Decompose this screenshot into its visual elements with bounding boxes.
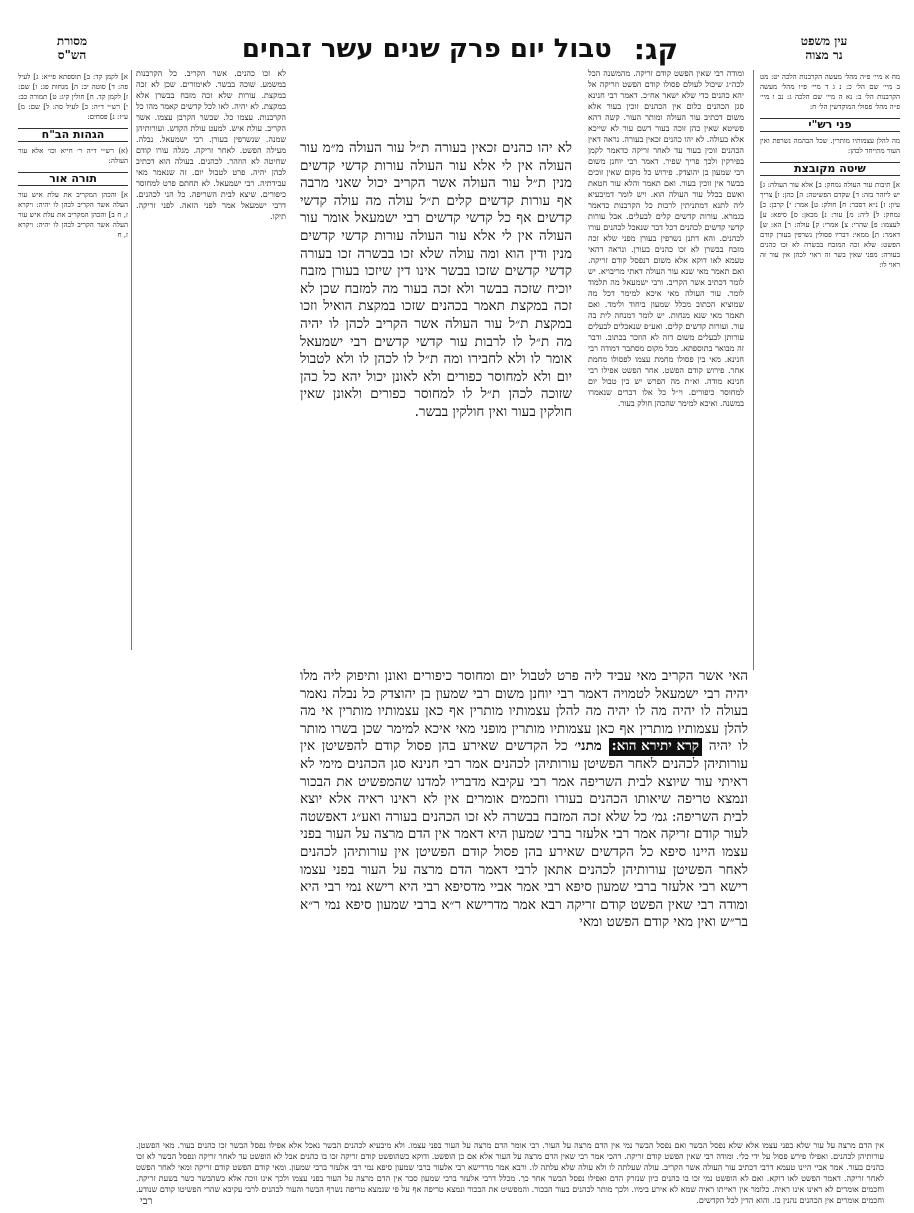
bottom-commentary-text: אין הדם מרצה על עור שלא בפני עצמו אלא שלא נפסל הבשר ואם נפסל הבשר נמי אין הדם מרצה על העור. רבי אומר הדם מרצה על העור בפני עצמו. ולא מיבעיא לכהנים הבשר נאכל אלא אפילו נפסל הבשר זכו כהנים בעור. מאי הפשטן. עורותיהן לכהנים. ואפילו פירש פסול על ידי כלי. ומודה רבי שאין הפשט קודם זריקה. דהכי אמר רבי שאין הדם מרצה על העור אלא אם כן הופשט. ודוקא כשהופשט קודם זריקה זכו בו כהנים אבל לא הופשט עד לאחר זריקה ונפסל הבשר לא זכו כהנים בעור. אמר אביי היינו טעמא דרבי דכתיב עור העולה אשר הקריב. עולה שעלתה לו ולא עולה שלא עלתה לו. ורבא אמר מדרישא רבי אלעזר ברבי שמעון סיפא נמי רבי אלעזר ברבי שמעון. ומאי קודם הפשט קודם זריקה ומאי לאחר הפשט לאחר זריקה. דאמר הפשט לאו דוקא. ואם לא הופשט נמי זכו בו כהנים כיון שנזרק הדם ואפילו נפסל הבשר אחר כך. מכלל דרבי אלעזר ברבי שמעון סבר אין הדם מרצה על העור בפני עצמו ולכך אינו זוכה אלא כשהבשר כשר בשעת זריקה. וחכמים אומרים לא ראינו אינו ראיה. כלומר אין ראייתו ראיה שמא לא אירע בימיו. ולכך מותר לכהנים בעור הבכור. והמפשיט את הבכור ונמצא טריפה אף על פי שנמצא טריפה נשרף הבשר והעור לכהנים לרבי עקיבא שהרי הפשיטו קודם שנודע. וחכמים אומרים אין הכהנים נהנין בו. והוא הדין לכל הקדשים. (136, 1141, 885, 1205)
daf-number: קג: (633, 32, 679, 66)
ein-mishpat-header: עין משפט נר מצוה (800, 34, 848, 62)
mishna-label: מתני׳ (574, 738, 602, 755)
pnei-rashi-title: פני רש"י (760, 118, 900, 132)
torah-or-text: א] והכהן המקריב את עלת איש עור העלה אשר הקריב לכהן לו יהיה: ויקרא ז, ח ב] והכהן המקריב את עלת איש עור העלה אשר הקריב לכהן לו יהיה: ויקרא ז, ח (18, 191, 128, 239)
tosafot-commentary: ומודה רבי שאין הפשט קודם זריקה. מהמשנה הכל לכה״ג שיכול לעולם פסולו קודם הפשט וזריקה אל יהא כהנים כדי שלא ישאר אח״כ. דאמר רבי חנינא סגן הכהנים כלום אין הכהנים זוכין בעור אלא משום דכתיב עור העולה ומותר העור. קשה דהא פשיטא שאין כהן זוכה בעור דשם עור לא שייכא אלא בעולה. לא יהו כהנים זכאין בעורה. נראה דאין הכהנים זוכין בעור עד לאחר זריקה כדאמר לקמן בפירקין ולכך פריך שפיר. דאמר רבי יוחנן משום רבי שמעון בן יהוצדק. פירוש כל מקום שאין זוכים בבשר אין זוכין בעור. ואם תאמר והלא עור חטאת ואשם בכלל עור העולה הוא. ויש לומר דמיבעיא ליה לתנא דמתניתין לרבות כל הקרבנות כדאמר בגמרא. עורות קדשים קלים לבעלים. אבל עורות קדשי קדשים לכהנים דכל דבר שנאכל לכהנים עורו לכהנים. והא דתנן נשרפין בעורן מפני שלא זכה מזבח בבשרן לא זכו כהנים בעורן. ונראה דהאי טעמא לאו דוקא אלא משום דנפסל קודם זריקה. ואם תאמר מאי שנא עור העולה דאתי מריבויא. יש לומר דכתיב אשר הקריב. ורבי ישמעאל מה תלמוד לומר. עור העולה מאי איכא למימר דכל מה שמוציא הכתוב מכלל שמעון ביחוד ולימד. ואם תאמר מאי שנא מנחות. יש לומר דמנחה לית בה עור. ועורות קדשים קלים. ואע״פ שנאכלים לבעלים עורותן לבעלים משום דזה לא הוזכר בכתוב. ודבר זה מבואר בתוספתא. מכל מקום מסתבר דמודה רבי חנינא. מאי בין פסולו מחמת עצמו לפסולו מחמת אחר. פירוש קודם הפשט. אחר הפשט אפילו רבי חנינא מודה. וא״ת מה הפרש יש בין טבול יום למחוסר כיפורים. וי״ל כל אלו דברים שנאמרו במשנה. ואיכא למימר שהכהן חולק בעור. (588, 69, 744, 408)
catchword: רבי (140, 1196, 153, 1207)
masoret-text: א] לקמן קד: ב] תוספתא פי״א: ג] לעיל פה: ד] סוטה יב: ה] מנחות פג: ו] שם: ז] לקמן קד. ח] חולין קיג: ט] תמורה כב: י] רש״י ד״ה: כ] לעיל סה: ל] שם: מ] ע״ז: נ] פסחים: (18, 73, 128, 121)
shita-mekubetzet-title: שיטה מקובצת (760, 162, 900, 176)
shita-mekubetzet-text: א] תיבות עור העולה נמחק: ב] אלא עור העולה: ג] יש ליזהר בזה: ד] שקדם הפשיטה: ה] כהן: ו] צריך עיון: ז] נ״א דסבר: ח] חולק: ט] אמר: י] קרבן: כ] נמחק: ל] ליה: מ] עור: נ] מכאן: ס] סיפא: ע] לעצמו: פ] שהרי: צ] אמרי: ק] עולה: ר] הא: ש] דאמר: ת] ממאי: דבריו פסולין נשרפין בעורן קודם הפשט: שלא זכה המזבח בבשרה לא זכו כהנים בעורה: מפני שאין בשר זה ראוי לכהן אין עור זה ראוי לו: (760, 181, 900, 269)
pnei-rashi-text: מה להלן עצמותיו מותרין. שכל הבהמה נשרפת ואין העור מתייחד לכהן: (760, 137, 900, 155)
page-title: טבול יום פרק שנים עשר זבחים (241, 34, 612, 64)
divider-right-margin (753, 70, 754, 670)
rashi-commentary: לא זכו כהנים. אשר הקריב. כל הקרבנות במשמע. שוכה בבשר. לאימורים. שכן לא זכה במקצת. עורות שלא זכה מזבח בבשרן אלא במקצת. לא יהיה. לאו לכל קדשים קאמר מהו כל הקרבנות. עצמו כל. שבשר הקרבן עצמו. אשר הקריב. עולת איש. למעט עולת הקדש. ועורותיהן שמנה. שנשרפין בעורן. רבי ישמעאל. נבלה. מעילה הפשט. לאחר זריקה. מגלה עורו קודם שחיטה לא הוזהר. לכהנים. בעולה הוא דכתיב לכהן יהיה. פרט לטבול יום. זה שנאמר מאי עבידתיה. רבי ישמעאל. לא תחתם פרט למחוסר כיפורים. שיצא לבית השריפה. כל הני לכהנים. דרבי ישמעאל אמר לפני הזאה. לפני זריקה. תיקו. (136, 69, 286, 221)
boxed-phrase: קרא יתירא הוא: (609, 738, 702, 756)
hagahot-title: הגהות הב"ח (18, 128, 128, 142)
masoret-header: מסורת הש"ס (56, 34, 88, 62)
gemara-lower-rest: כל הקדשים שאירע בהן פסול קודם להפשיטן אין עורותיהן לכהנים לאחר הפשיטן עורותיהן לכהנים אמר רבי חנינא סגן הכהנים מימי לא ראיתי עור שיוצא לבית השריפה אמר רבי עקיבא מדבריו למדנו שהמפשיט את הבכור ונמצא טריפה שיאותו הכהנים בעורו וחכמים אומרים אין לא ראינו ראיה אלא יוצא לבית השריפה: גמ׳ כל שלא זכה המזבח בבשרה לא זכו הכהנים בעורה ואע״ג דאפשטה לעור קודם זריקה אמר רבי אלעזר ברבי שמעון היא דאמר אין הדם מרצה על העור בפני עצמו היינו סיפא כל הקדשים שאירע בהן פסול קודם הפשיטן אין עורותיהן לכהנים לאחר הפשיטן עורותיהן לכהנים אתאן לרבי דאמר הדם מרצה על העור בפני עצמו רישא רבי אלעזר ברבי שמעון סיפא רבי אמר אביי מדסיפא רבי היא רישא נמי רבי היא ומודה רבי שאין הפשט קודם זריקה רבא אמר מדרישא ר״א ברבי שמעון סיפא נמי ר״א בר״ש ואין מאי קודם הפשט ומאי (300, 738, 748, 931)
page-header (240, 34, 680, 64)
ein-mishpat-text: מח א מיי׳ פ״ה מהל׳ מעשה הקרבנות הלכה יט: מט ב מיי׳ שם הל׳ כ: נ ג ד מיי׳ פ״ו מהל׳ מעשה הקרבנות הל׳ ב: נא ה מיי׳ שם הלכה ג: נב ו מיי׳ פ״ה מהל׳ פסולי המוקדשין הל׳ ח: (760, 73, 900, 111)
gemara-upper: לא יהו כהנים זכאין בעורה ת״ל עור העולה מ״מ עור העולה אין לי אלא עור העולה עורות קדשי קדשים מנין ת״ל עור העולה אשר הקריב יכול שאני מרבה אף עורות קדשים קלים ת״ל עולה מה עולה קדשי קדשים אף כל קדשי קדשים רבי ישמעאל אומר עור העולה אין לי אלא עור העולה עורות קדשי קדשים מנין ודין הוא ומה עולה שלא זכו בבשרה זכו בעורה קדשי קדשים שזכו בבשר אינו דין שיזכו בעורן מזבח יוכיח שזכה בבשר ולא זכה בעור מה למזבח שכן לא זכה במקצת תאמר בכהנים שזכו במקצת הואיל וזכו במקצת ת״ל עור העולה אשר הקריב לכהן לו יהיה מה ת״ל לו לרבות עור קדשי קדשים רבי ישמעאל אומר לו ולא לחבירו ומה ת״ל לו לכהן לו ולא לטבול יום ולא למחוסר כפורים ולא לאונן יכול יהא כל כהן שזוכה לכהן ת״ל לו למחוסר כפורים ולאונן שאין חולקין בעור ואין חולקין בבשר. (300, 140, 572, 420)
right-margin (760, 72, 900, 672)
gemara-lower-lead: האי אשר הקריב מאי עביד ליה פרט לטבול יום ומחוסר כיפורים ואונן ותיפוק ליה מלו יהיה רבי ישמעאל לטמויה דאמר רבי יוחנן משום רבי שמעון בן יהוצדק כל נבלה נאמר בעולה לו יהיה מה לו יהיה מה להלן עצמותיו מותרין אף כאן עצמותיו מותרין אי מה להלן עצמותיו מותרין אף כאן עצמותיו מותרין מופני מאי איכא למימר שכן בשרו מותר לו יהיה (300, 668, 749, 755)
gemara-lower (300, 668, 748, 1136)
bottom-commentary (136, 1140, 885, 1205)
torah-or-title: תורה אור (18, 172, 128, 186)
left-margin (18, 72, 128, 652)
hagahot-text: (א) רש״י ד״ה ר׳ חייא וכו׳ אלא עור העולה: (18, 147, 128, 165)
divider-left-margin (131, 70, 132, 650)
